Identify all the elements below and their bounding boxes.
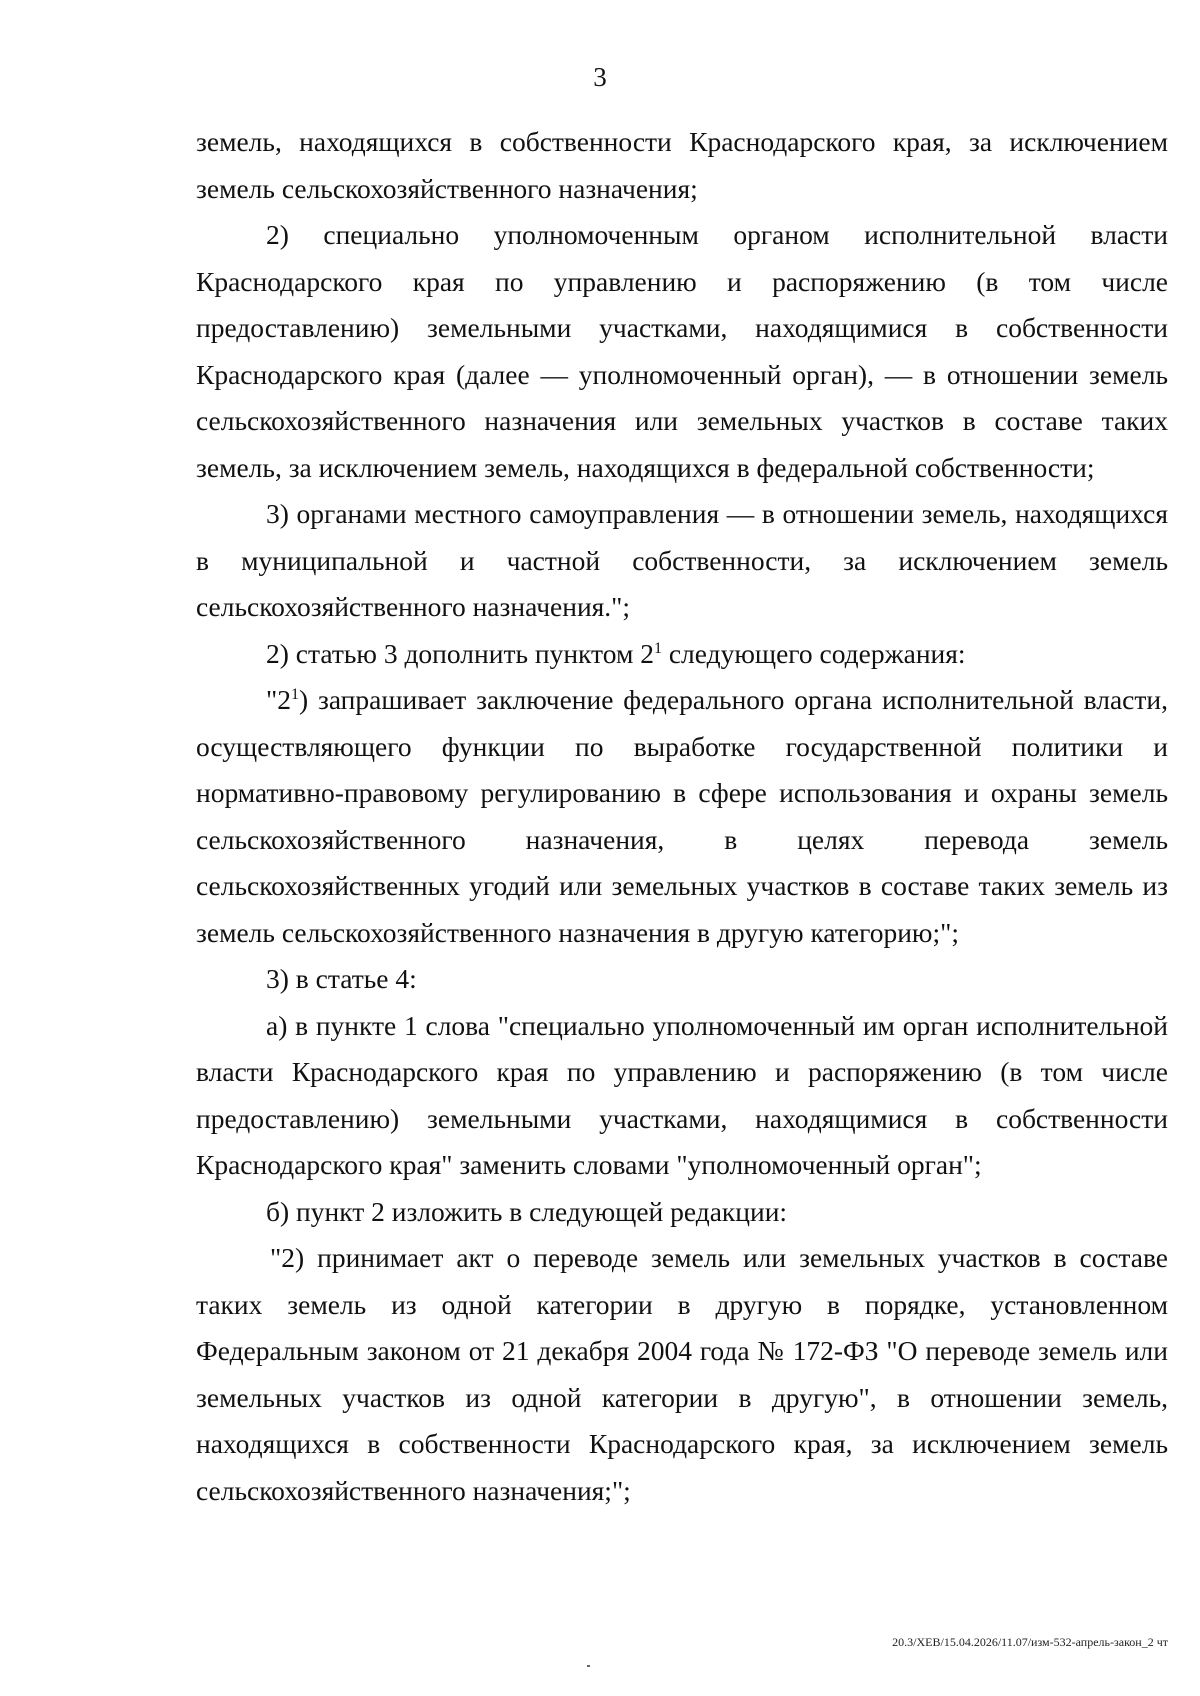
paragraph-item-2: 2) специально уполномоченным органом исполнительной власти Краснодарского края по управлению и распоряжению (в том числе предоставлению) земельными участками, находящимися в собственности Краснодарского края (далее — уполномоченный орган), — в отношении земель сельскохозяйственного назначения или земельных участков в составе таких земель, за исключением земель, находящихся в федеральной собственности; (196, 219, 1168, 483)
paragraph-amend-article-3-tail: следующего содержания: (661, 637, 966, 669)
superscript: 1 (653, 639, 662, 657)
paragraph-new-item-2: "2) принимает акт о переводе земель или земельных участков в составе таких земель из одной категории в другую в порядке, установленном Федеральным законом от 21 декабря 2004 года № 172-ФЗ "О переводе земель или земельных участков из одной категории в другую", в отношении земель, находящихся в собственности Краснодарского края, за исключением земель сельскохозяйственного назначения;"; (196, 1242, 1168, 1506)
paragraph-item-b: б) пункт 2 изложить в следующей редакции: (266, 1195, 788, 1227)
paragraph-item-2-1-lead: "2 (266, 684, 291, 715)
paragraph-item-2-1-text: ) запрашивает заключение федерального органа исполнительной власти, осуществляющего функции по выработке государственной политики и нормативно-правовому регулированию в сфере использования и охраны земель сельскохозяйственного назначения, в целях перевода земель сельскохозяйственных угодий или земельных участков в составе таких земель из земель сельскохозяйственного назначения в другую категорию;"; (196, 684, 1168, 948)
paragraph-item-2-1 (196, 677, 1168, 956)
paragraph-amend-article-3-text: 2) статью 3 дополнить пунктом 2 (266, 637, 654, 669)
page-number: 3 (593, 62, 607, 92)
paragraph-article-4: 3) в статье 4: (266, 963, 417, 994)
paragraph-item-a: а) в пункте 1 слова "специально уполномоченный им орган исполнительной власти Краснодарского края по управлению и распоряжению (в том числе предоставлению) земельными участками, находящимися в собственности Краснодарского края" заменить словами "уполномоченный орган"; (196, 1009, 1168, 1180)
paragraph-amend-article-3 (196, 631, 1168, 678)
scan-dot (587, 1665, 590, 1667)
paragraph-continuation: земель, находящихся в собственности Краснодарского края, за исключением земель сельскохозяйственного назначения; (196, 126, 1168, 204)
paragraph-item-3: 3) органами местного самоуправления — в отношении земель, находящихся в муниципальной и частной собственности, за исключением земель сельскохозяйственного назначения."; (196, 498, 1168, 622)
document-footer-code: 20.3/ХЕВ/15.04.2026/11.07/изм-532-апрель-закон_2 чт (892, 1635, 1168, 1649)
document-body (196, 119, 1168, 1514)
superscript: 1 (290, 685, 299, 703)
